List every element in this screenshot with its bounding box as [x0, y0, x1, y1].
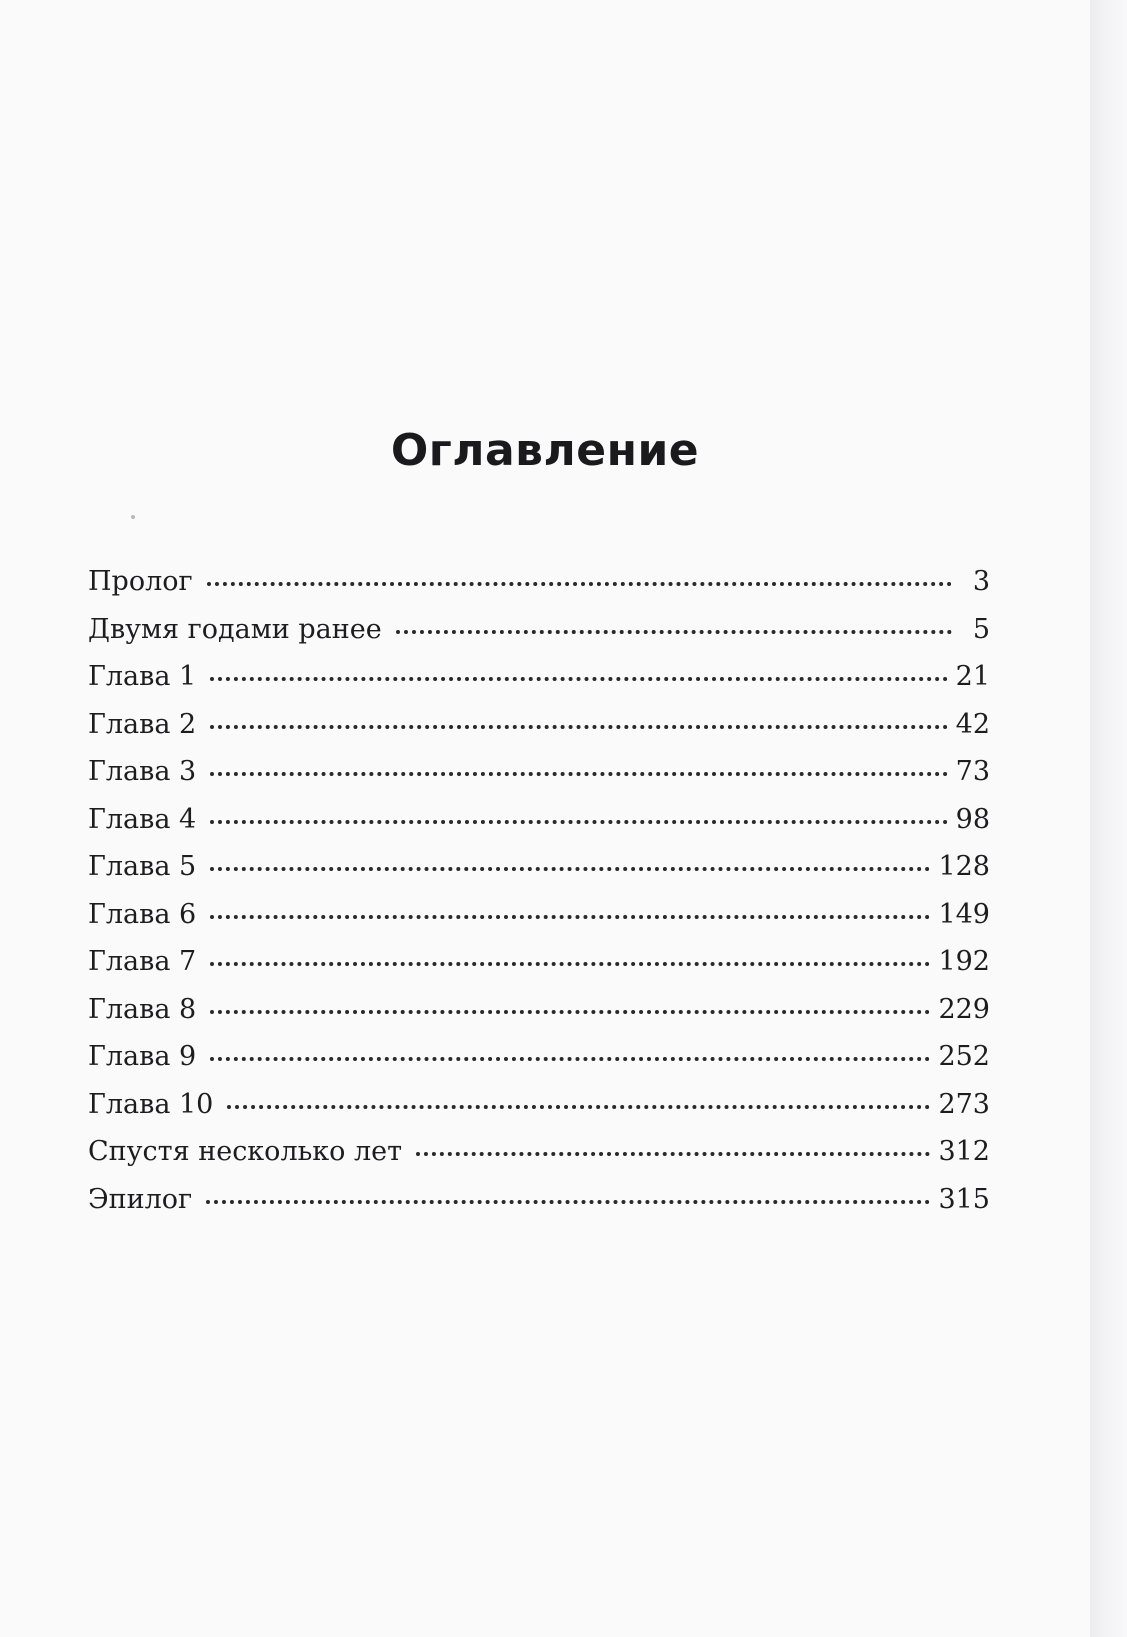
toc-dot-leader [210, 725, 947, 729]
toc-dot-leader [210, 915, 930, 919]
toc-entry-page: 98 [955, 803, 990, 835]
toc-entry [88, 708, 990, 759]
toc-dot-leader [210, 1057, 930, 1061]
toc-entry-page: 252 [938, 1041, 990, 1072]
toc-entry [88, 758, 988, 806]
toc-entry-page: 3 [972, 566, 990, 597]
toc-entry [88, 1088, 990, 1139]
toc-dot-leader [416, 1152, 930, 1156]
toc-entry-page: 42 [955, 708, 990, 740]
toc-dot-leader [207, 582, 952, 586]
toc-entry-page: 21 [955, 661, 990, 692]
toc-entry-label: Спустя несколько лет [88, 1136, 403, 1167]
page-title: Оглавление [390, 425, 700, 477]
toc-entry [88, 853, 988, 901]
toc-entry [88, 948, 988, 996]
toc-entry [88, 568, 988, 616]
toc-entry [88, 1043, 988, 1091]
table-of-contents [88, 568, 988, 1233]
toc-entry [88, 1183, 990, 1234]
toc-entry-page: 149 [938, 898, 990, 930]
toc-entry-label: Глава 10 [88, 1088, 214, 1120]
toc-entry [88, 1138, 988, 1186]
page-edge-shadow [1090, 0, 1127, 1637]
toc-entry-label: Пролог [88, 566, 193, 597]
toc-dot-leader [210, 772, 947, 776]
toc-entry-label: Глава 2 [88, 708, 197, 740]
toc-entry-page: 273 [938, 1088, 990, 1120]
toc-entry-label: Эпилог [88, 1183, 193, 1215]
toc-entry-label: Двумя годами ранее [88, 613, 382, 645]
toc-dot-leader [210, 1010, 930, 1014]
toc-entry-label: Глава 1 [88, 661, 197, 692]
toc-dot-leader [210, 962, 930, 966]
toc-entry-label: Глава 7 [88, 946, 197, 977]
toc-entry-page: 73 [955, 756, 990, 787]
toc-entry [88, 898, 990, 949]
toc-entry-label: Глава 3 [88, 756, 197, 787]
toc-entry [88, 663, 988, 711]
toc-entry-label: Глава 4 [88, 803, 197, 835]
toc-entry-page: 315 [938, 1183, 990, 1215]
toc-dot-leader [210, 820, 947, 824]
toc-entry-label: Глава 5 [88, 851, 197, 882]
toc-entry [88, 613, 990, 664]
toc-entry-label: Глава 9 [88, 1041, 197, 1072]
toc-dot-leader [206, 1200, 930, 1204]
toc-dot-leader [210, 867, 930, 871]
toc-entry [88, 803, 990, 854]
toc-entry [88, 993, 990, 1044]
toc-entry-page: 192 [938, 946, 990, 977]
toc-entry-page: 229 [938, 993, 990, 1025]
toc-entry-page: 312 [938, 1136, 990, 1167]
toc-entry-label: Глава 8 [88, 993, 197, 1025]
toc-dot-leader [210, 677, 947, 681]
paper-speck [131, 515, 135, 519]
toc-dot-leader [396, 630, 952, 634]
toc-entry-page: 5 [972, 613, 990, 645]
toc-entry-page: 128 [938, 851, 990, 882]
toc-dot-leader [227, 1105, 930, 1109]
toc-entry-label: Глава 6 [88, 898, 197, 930]
